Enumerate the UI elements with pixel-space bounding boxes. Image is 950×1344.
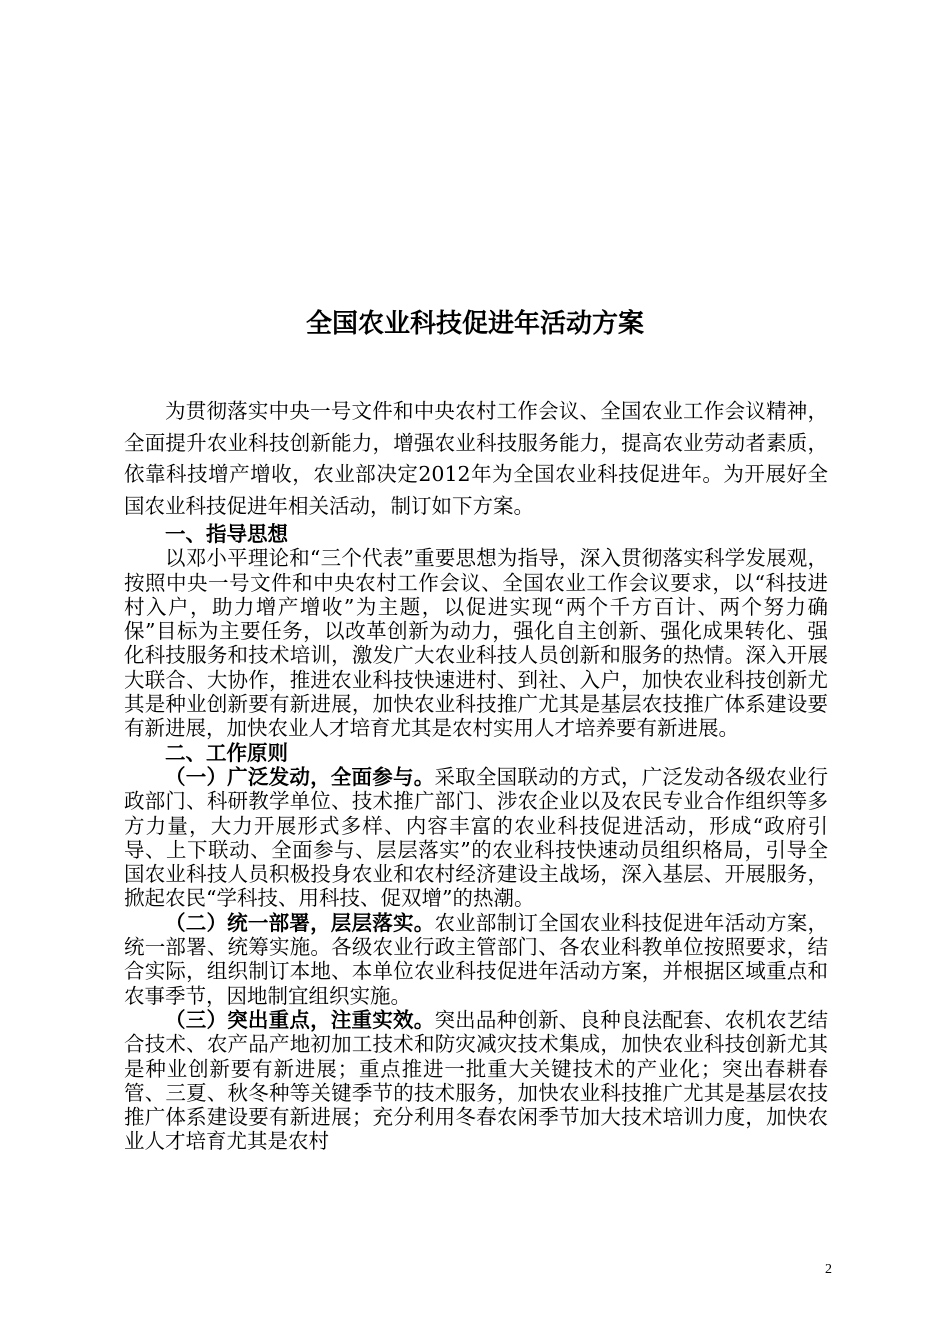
- principle-item-2-lead: （二）统一部署，层层落实。: [165, 910, 435, 935]
- principle-item-2-text: 农业部制订全国农业科技促进年活动方案，统一部署、统筹实施。各级农业行政主管部门、各农业科教单位按照要求，结合实际，组织制订本地、本单位农业科技促进年活动方案，并根据区域重点和农事季节，因地制宜组织实施。: [124, 910, 829, 1008]
- document-title: 全国农业科技促进年活动方案: [305, 309, 644, 339]
- principle-item-1-lead: （一）广泛发动，全面参与。: [165, 764, 435, 789]
- principle-item-1-text: 采取全国联动的方式，广泛发动各级农业行政部门、科研教学单位、技术推广部门、涉农企业以及农民专业合作组织等多方力量，大力开展形式多样、内容丰富的农业科技促进活动，形成“政府引导、上下联动、全面参与、层层落实”的农业科技快速动员组织格局，引导全国农业科技人员积极投身农业和农村经济建设主战场，深入基层、开展服务，掀起农民“学科技、用科技、促双增”的热潮。: [124, 764, 829, 911]
- page-number: 2: [825, 1262, 832, 1277]
- section-heading-guiding-ideology: 一、指导思想: [165, 522, 288, 546]
- guiding-ideology-paragraph: 以邓小平理论和“三个代表”重要思想为指导，深入贯彻落实科学发展观，按照中央一号文件和中央农村工作会议、全国农业工作会议要求，以“科技进村入户，助力增产增收”为主题，以促进实现“两个千方百计、两个努力确保”目标为主要任务，以改革创新为动力，强化自主创新、强化成果转化、强化科技服务和技术培训，激发广大农业科技人员创新和服务的热情。深入开展大联合、大协作，推进农业科技快速进村、到社、入户，加快农业科技创新尤其是种业创新要有新进展，加快农业科技推广尤其是基层农技推广体系建设要有新进展，加快农业人才培育尤其是农村实用人才培养要有新进展。: [124, 546, 828, 741]
- principle-item-2: [124, 911, 828, 1008]
- document-body: [124, 396, 828, 1154]
- intro-paragraph: 为贯彻落实中央一号文件和中央农村工作会议、全国农业工作会议精神，全面提升农业科技创新能力，增强农业科技服务能力，提高农业劳动者素质，依靠科技增产增收，农业部决定2012年为全国农业科技促进年。为开展好全国农业科技促进年相关活动，制订如下方案。: [124, 399, 828, 518]
- principle-item-3-text: 突出品种创新、良种良法配套、农机农艺结合技术、农产品产地初加工技术和防灾减灾技术集成，加快农业科技创新尤其是种业创新要有新进展；重点推进一批重大关键技术的产业化；突出春耕春管、三夏、秋冬种等关键季节的技术服务，加快农业科技推广尤其是基层农技推广体系建设要有新进展；充分利用冬春农闲季节加大技术培训力度，加快农业人才培育尤其是农村: [124, 1007, 829, 1154]
- principle-item-3: [124, 1008, 828, 1154]
- principle-item-3-lead: （三）突出重点，注重实效。: [165, 1007, 435, 1032]
- section-heading-work-principles: 二、工作原则: [165, 740, 288, 765]
- principle-item-1: [124, 765, 828, 911]
